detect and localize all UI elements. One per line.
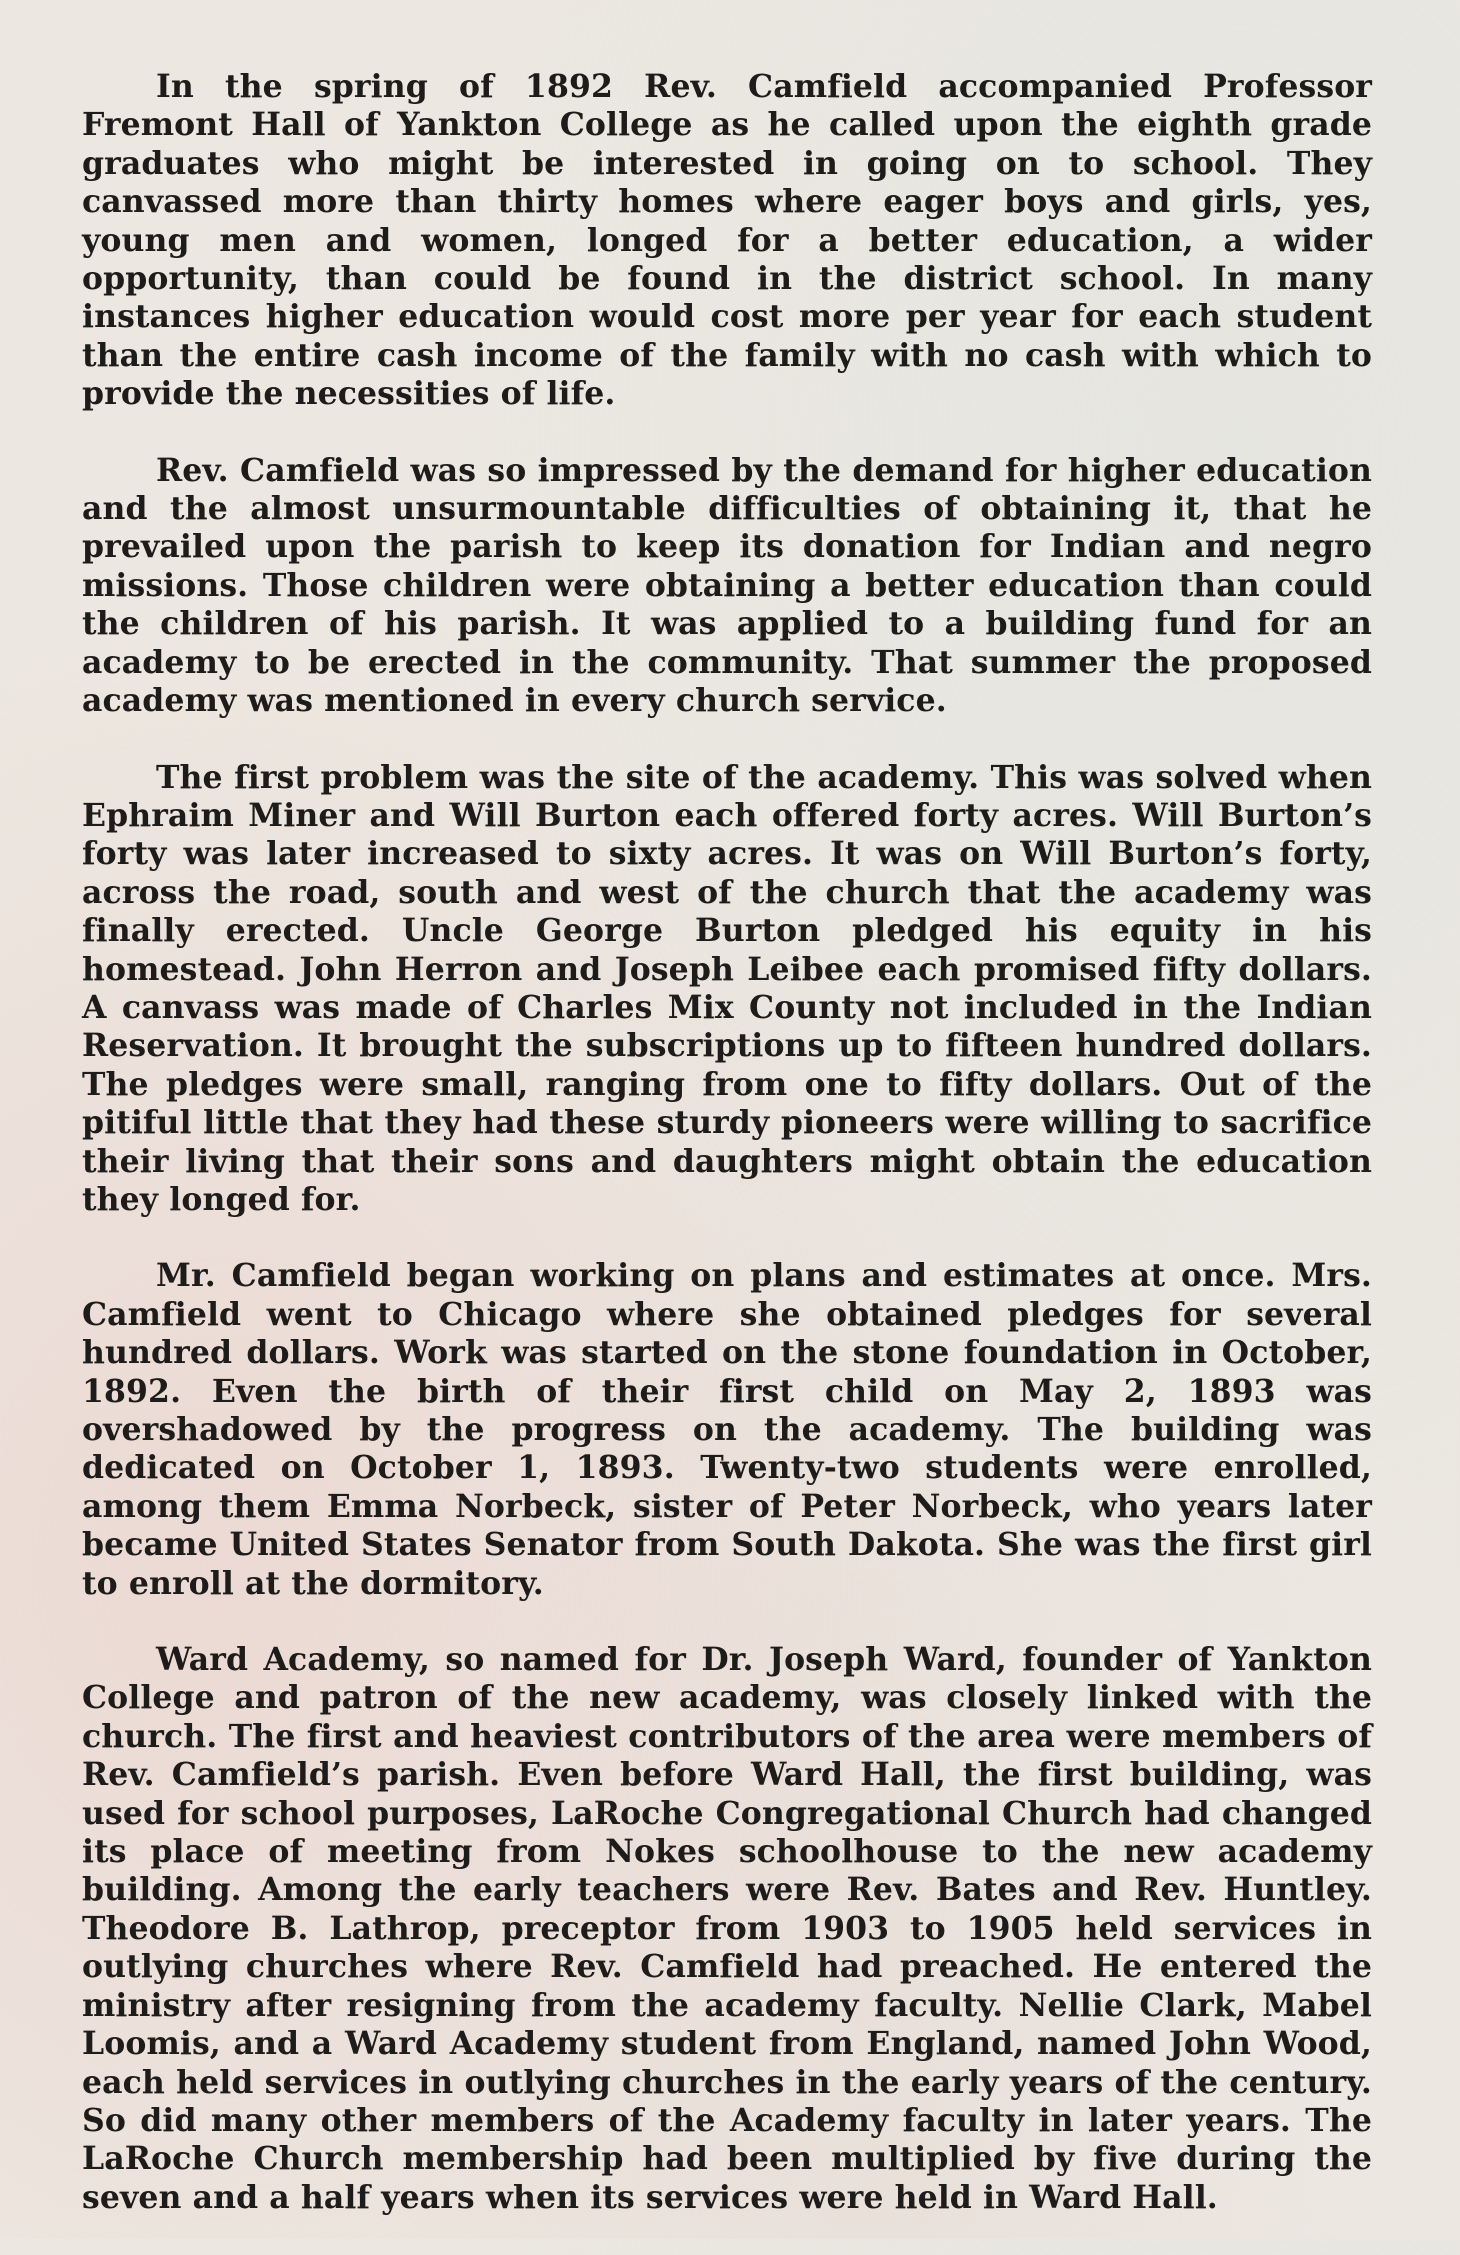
- document-page: [82, 68, 1372, 2255]
- paragraph-1: In the spring of 1892 Rev. Camfield accompanied Professor Fremont Hall of Yankton College as he called upon the eighth grade graduates who might be interested in going on to school. They canvassed more than thirty homes where eager boys and girls, yes, young men and women, longed for a better education, a wider opportunity, than could be found in the district school. In many instances higher education would cost more per year for each student than the entire cash income of the family with no cash with which to provide the necessities of life.: [82, 68, 1372, 413]
- paragraph-5: Ward Academy, so named for Dr. Joseph Ward, founder of Yankton College and patron of the new academy, was closely linked with the church. The first and heaviest contributors of the area were members of Rev. Camfield’s parish. Even before Ward Hall, the first building, was used for school purposes, LaRoche Congregational Church had changed its place of meeting from Nokes schoolhouse to the new academy building. Among the early teachers were Rev. Bates and Rev. Huntley. Theodore B. Lathrop, preceptor from 1903 to 1905 held services in outlying churches where Rev. Camfield had preached. He entered the ministry after resigning from the academy faculty. Nellie Clark, Mabel Loomis, and a Ward Academy student from England, named John Wood, each held services in outlying churches in the early years of the century. So did many other members of the Academy faculty in later years. The LaRoche Church membership had been multiplied by five during the seven and a half years when its services were held in Ward Hall.: [82, 1641, 1372, 2216]
- paragraph-3: The first problem was the site of the academy. This was solved when Ephraim Miner and Will Burton each offered forty acres. Will Burton’s forty was later increased to sixty acres. It was on Will Burton’s forty, across the road, south and west of the church that the academy was finally erected. Uncle George Burton pledged his equity in his homestead. John Herron and Joseph Leibee each promised fifty dollars. A canvass was made of Charles Mix County not included in the Indian Reservation. It brought the subscriptions up to fifteen hundred dollars. The pledges were small, ranging from one to fifty dollars. Out of the pitiful little that they had these sturdy pioneers were willing to sacrifice their living that their sons and daughters might obtain the education they longed for.: [82, 758, 1372, 1218]
- paragraph-4: Mr. Camfield began working on plans and estimates at once. Mrs. Camfield went to Chicago where she obtained pledges for several hundred dollars. Work was started on the stone foundation in October, 1892. Even the birth of their first child on May 2, 1893 was overshadowed by the progress on the academy. The building was dedicated on October 1, 1893. Twenty-two students were enrolled, among them Emma Norbeck, sister of Peter Norbeck, who years later became United States Senator from South Dakota. She was the first girl to enroll at the dormitory.: [82, 1257, 1372, 1602]
- paragraph-2: Rev. Camfield was so impressed by the demand for higher education and the almost unsurmountable difficulties of obtaining it, that he prevailed upon the parish to keep its donation for Indian and negro missions. Those children were obtaining a better education than could the children of his parish. It was applied to a building fund for an academy to be erected in the community. That summer the proposed academy was mentioned in every church service.: [82, 451, 1372, 720]
